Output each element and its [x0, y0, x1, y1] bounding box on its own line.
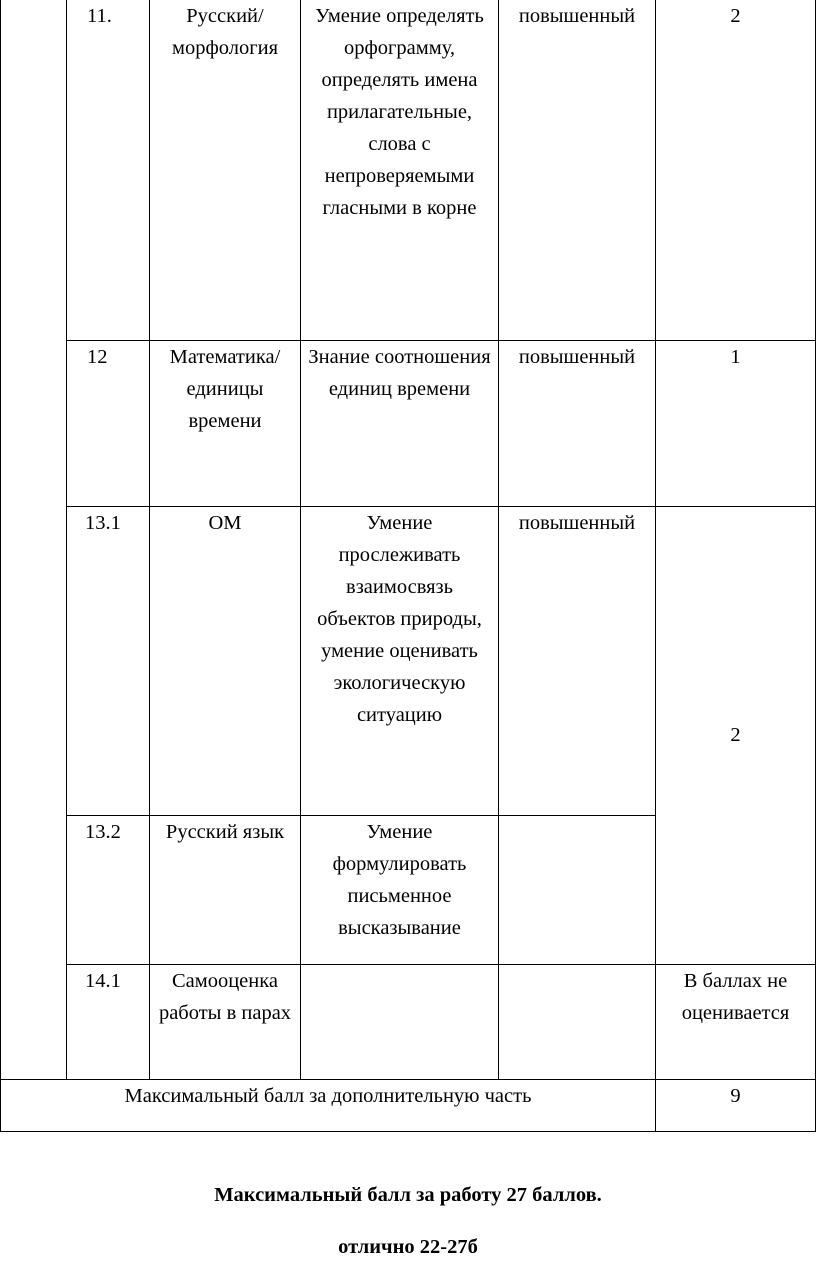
subject-cell: Русский язык: [150, 815, 301, 964]
row-number: 11.: [67, 0, 150, 340]
table-row: [1, 340, 816, 506]
level-cell: [499, 964, 656, 1079]
max-score-line: Максимальный балл за работу 27 баллов.: [214, 1184, 602, 1206]
level-cell: повышенный: [499, 506, 656, 815]
level-cell: [499, 815, 656, 964]
subject-cell: Математика/ единицы времени: [150, 340, 301, 506]
total-label: Максимальный балл за дополнительную часть: [1, 1079, 656, 1131]
row-number: 14.1: [67, 964, 150, 1079]
skill-cell: Знание соотношения единиц времени: [301, 340, 499, 506]
skill-cell: Умение прослеживать взаимосвязь объектов природы, умение оценивать экологическую ситуацию: [301, 506, 499, 815]
table-row: [1, 0, 816, 340]
points-cell: 1: [656, 340, 816, 506]
grade-line: отлично 22-27б: [338, 1236, 478, 1258]
level-cell: повышенный: [499, 0, 656, 340]
points-cell: 2: [656, 0, 816, 340]
subject-cell: Самооценка работы в парах: [150, 964, 301, 1079]
total-row: [1, 1079, 816, 1131]
row-number: 12: [67, 340, 150, 506]
subject-cell: ОМ: [150, 506, 301, 815]
total-value: 9: [656, 1079, 816, 1131]
table-row: [1, 964, 816, 1079]
skill-cell: [301, 964, 499, 1079]
skill-cell: Умение формулировать письменное высказывание: [301, 815, 499, 964]
points-cell: В баллах не оценивается: [656, 964, 816, 1079]
skill-cell: Умение определять орфограмму, определять имена прилагательные, слова с непроверяемыми гласными в корне: [301, 0, 499, 340]
left-margin-cell: [1, 0, 67, 1079]
level-cell: повышенный: [499, 340, 656, 506]
table-row: [1, 506, 816, 815]
subject-cell: Русский/ морфология: [150, 0, 301, 340]
row-number: 13.2: [67, 815, 150, 964]
points-cell: 2: [656, 506, 816, 964]
row-number: 13.1: [67, 506, 150, 815]
